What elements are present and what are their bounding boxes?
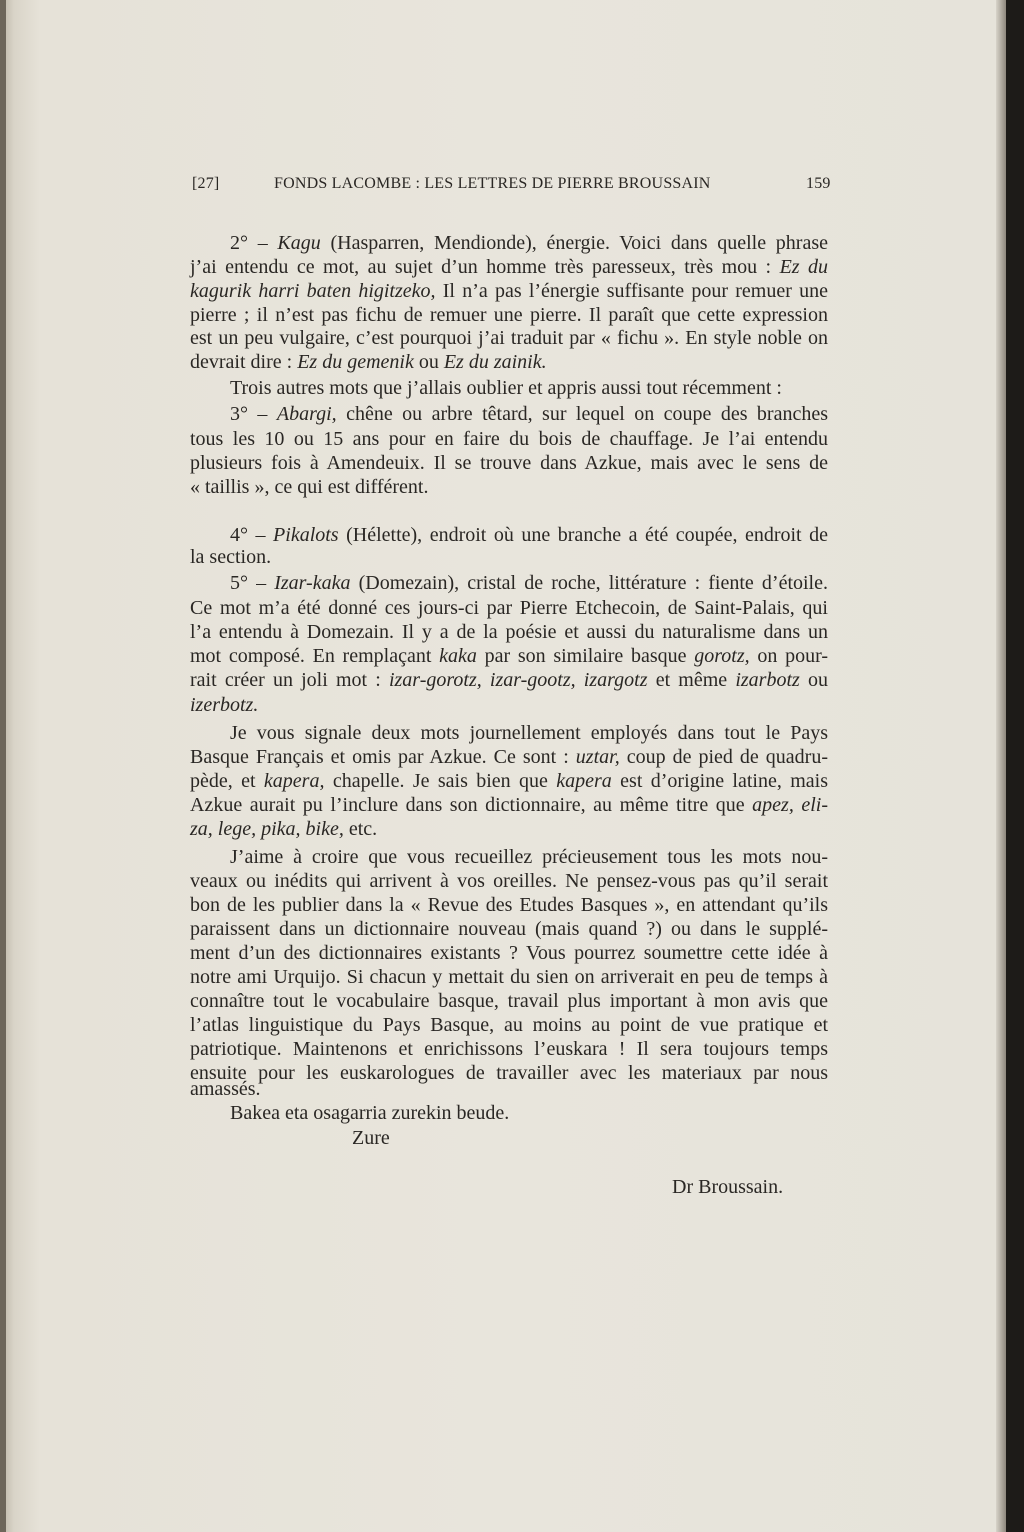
- text-run: l’a entendu à Domezain. Il y a de la poésie et aussi du naturalisme dans un: [190, 621, 828, 643]
- text-run: Basque Français et omis par Azkue. Ce sont :: [190, 746, 576, 768]
- text-run: patriotique. Maintenons et enrichissons l’euskara ! Il sera toujours temps: [190, 1038, 828, 1060]
- text-run: (Hélette), endroit où une branche a été coupée, endroit de: [338, 524, 829, 546]
- text-line: [190, 793, 828, 817]
- text-line: [190, 475, 828, 499]
- header-title: FONDS LACOMBE : LES LETTRES DE PIERRE BROUSSAIN: [274, 175, 711, 192]
- text-run: 2° –: [230, 232, 278, 254]
- text-run: Azkue aurait pu l’inclure dans son dictionnaire, au même titre que: [190, 794, 753, 816]
- italic-term: Pikalots: [273, 524, 339, 546]
- text-run: ou: [799, 669, 828, 691]
- text-line: [190, 451, 828, 475]
- italic-term: za, lege, pika, bike,: [190, 818, 344, 840]
- signature: Dr Broussain.: [672, 1176, 784, 1198]
- italic-term: Ez du gemenik: [297, 351, 414, 373]
- text-line: [190, 644, 828, 668]
- italic-term: kagurik harri baten higitzeko,: [190, 280, 436, 302]
- text-line: [190, 326, 828, 350]
- text-line: [190, 721, 828, 745]
- text-line: [190, 255, 828, 279]
- text-line: [190, 571, 828, 595]
- text-run: la section.: [190, 546, 272, 568]
- text-line: [190, 620, 828, 644]
- text-run: Il n’a pas l’énergie suffisante pour remuer une: [435, 280, 828, 302]
- text-line: [190, 965, 828, 989]
- closing: Zure: [352, 1127, 390, 1149]
- text-run: plusieurs fois à Amendeuix. Il se trouve dans Azkue, mais avec le sens de: [190, 452, 828, 474]
- text-line: [190, 668, 828, 692]
- text-run: (Hasparren, Mendionde), énergie. Voici dans quelle phrase: [320, 232, 829, 254]
- italic-term: apez, eli-: [752, 794, 829, 816]
- text-run: ensuite pour les euskarologues de travailler avec les materiaux par nous: [190, 1062, 828, 1084]
- text-line: [190, 303, 828, 327]
- text-line: [190, 231, 828, 255]
- text-line: [190, 817, 828, 841]
- text-run: coup de pied de quadru-: [619, 746, 828, 768]
- text-run: Je vous signale deux mots journellement employés dans tout le Pays: [230, 722, 828, 744]
- text-run: est un peu vulgaire, c’est pourquoi j’ai traduit par « fichu ». En style noble on: [190, 327, 828, 349]
- text-line: [190, 523, 828, 547]
- text-run: Bakea eta osagarria zurekin beude.: [230, 1102, 510, 1124]
- page-edge: [996, 0, 1006, 1532]
- text-line: [190, 989, 828, 1013]
- text-run: (Domezain), cristal de roche, littérature : fiente d’étoile.: [350, 572, 828, 594]
- text-run: chêne ou arbre têtard, sur lequel on coupe des branches: [336, 403, 829, 425]
- text-run: mot composé. En remplaçant: [190, 645, 440, 667]
- text-line: [190, 596, 828, 620]
- text-line: [190, 402, 828, 426]
- italic-term: gorotz,: [694, 645, 750, 667]
- text-run: paraissent dans un dictionnaire nouveau (mais quand ?) ou dans le supplé-: [190, 918, 828, 940]
- italic-term: Kagu: [277, 232, 321, 254]
- binding-edge: [0, 0, 6, 1532]
- text-run: veaux ou inédits qui arrivent à vos oreilles. Ne pensez-vous pas qu’il serait: [190, 870, 828, 892]
- text-line: [190, 745, 828, 769]
- text-line: [190, 279, 828, 303]
- text-line: [190, 1077, 828, 1101]
- italic-term: kaka: [439, 645, 477, 667]
- text-run: et même: [647, 669, 736, 691]
- text-line: [190, 350, 828, 374]
- text-run: l’atlas linguistique du Pays Basque, au moins au point de vue pratique et: [190, 1014, 828, 1036]
- italic-term: Abargi,: [276, 403, 337, 425]
- text-line: [190, 845, 828, 869]
- text-line: [190, 376, 828, 400]
- text-run: notre ami Urquijo. Si chacun y mettait du sien on arriverait en peu de temps à: [190, 966, 828, 988]
- text-line: [190, 869, 828, 893]
- italic-term: izerbotz.: [190, 694, 259, 716]
- text-run: on pour-: [749, 645, 828, 667]
- text-run: « taillis », ce qui est différent.: [190, 476, 429, 498]
- italic-term: Ez du: [779, 256, 829, 278]
- italic-term: izar-gorotz, izar-gootz, izargotz: [388, 669, 648, 691]
- text-line: [190, 693, 828, 717]
- italic-term: kapera: [556, 770, 612, 792]
- text-run: devrait dire :: [190, 351, 298, 373]
- text-run: 3° –: [230, 403, 277, 425]
- text-run: 4° –: [230, 524, 274, 546]
- text-line: [190, 893, 828, 917]
- text-run: etc.: [343, 818, 378, 840]
- header-ref: [27]: [192, 175, 220, 192]
- text-line: [190, 1013, 828, 1037]
- text-line: [190, 917, 828, 941]
- text-run: ou: [413, 351, 444, 373]
- text-run: pierre ; il n’est pas fichu de remuer une pierre. Il paraît que cette expression: [190, 304, 828, 326]
- text-line: [190, 427, 828, 451]
- italic-term: Izar-kaka: [274, 572, 351, 594]
- text-run: pède, et: [190, 770, 264, 792]
- text-run: rait créer un joli mot :: [190, 669, 389, 691]
- text-run: est d’origine latine, mais: [611, 770, 829, 792]
- page-number: 159: [806, 175, 831, 192]
- text-run: par son similaire basque: [476, 645, 695, 667]
- text-run: J’aime à croire que vous recueillez précieusement tous les mots nou-: [230, 846, 828, 868]
- italic-term: kapera,: [263, 770, 325, 792]
- text-line: [190, 769, 828, 793]
- text-run: bon de les publier dans la « Revue des Etudes Basques », en attendant qu’ils: [190, 894, 828, 916]
- text-run: ment d’un des dictionnaires existants ? Vous pourrez soumettre cette idée à: [190, 942, 828, 964]
- text-run: Ce mot m’a été donné ces jours-ci par Pierre Etchecoin, de Saint-Palais, qui: [190, 597, 828, 619]
- text-run: chapelle. Je sais bien que: [324, 770, 557, 792]
- text-line: [190, 1037, 828, 1061]
- italic-term: Ez du zainik.: [443, 351, 547, 373]
- text-line: [190, 1101, 828, 1125]
- text-run: tous les 10 ou 15 ans pour en faire du bois de chauffage. Je l’ai entendu: [190, 428, 828, 450]
- running-header: [192, 175, 832, 197]
- italic-term: izarbotz: [735, 669, 800, 691]
- text-run: Trois autres mots que j’allais oublier et appris aussi tout récemment :: [230, 377, 782, 399]
- italic-term: uztar,: [575, 746, 620, 768]
- text-run: 5° –: [230, 572, 275, 594]
- text-line: [190, 941, 828, 965]
- text-run: connaître tout le vocabulaire basque, travail plus important à mon avis que: [190, 990, 828, 1012]
- text-line: [190, 545, 828, 569]
- text-run: amassés.: [190, 1078, 261, 1100]
- text-run: j’ai entendu ce mot, au sujet d’un homme très paresseux, très mou :: [190, 256, 780, 278]
